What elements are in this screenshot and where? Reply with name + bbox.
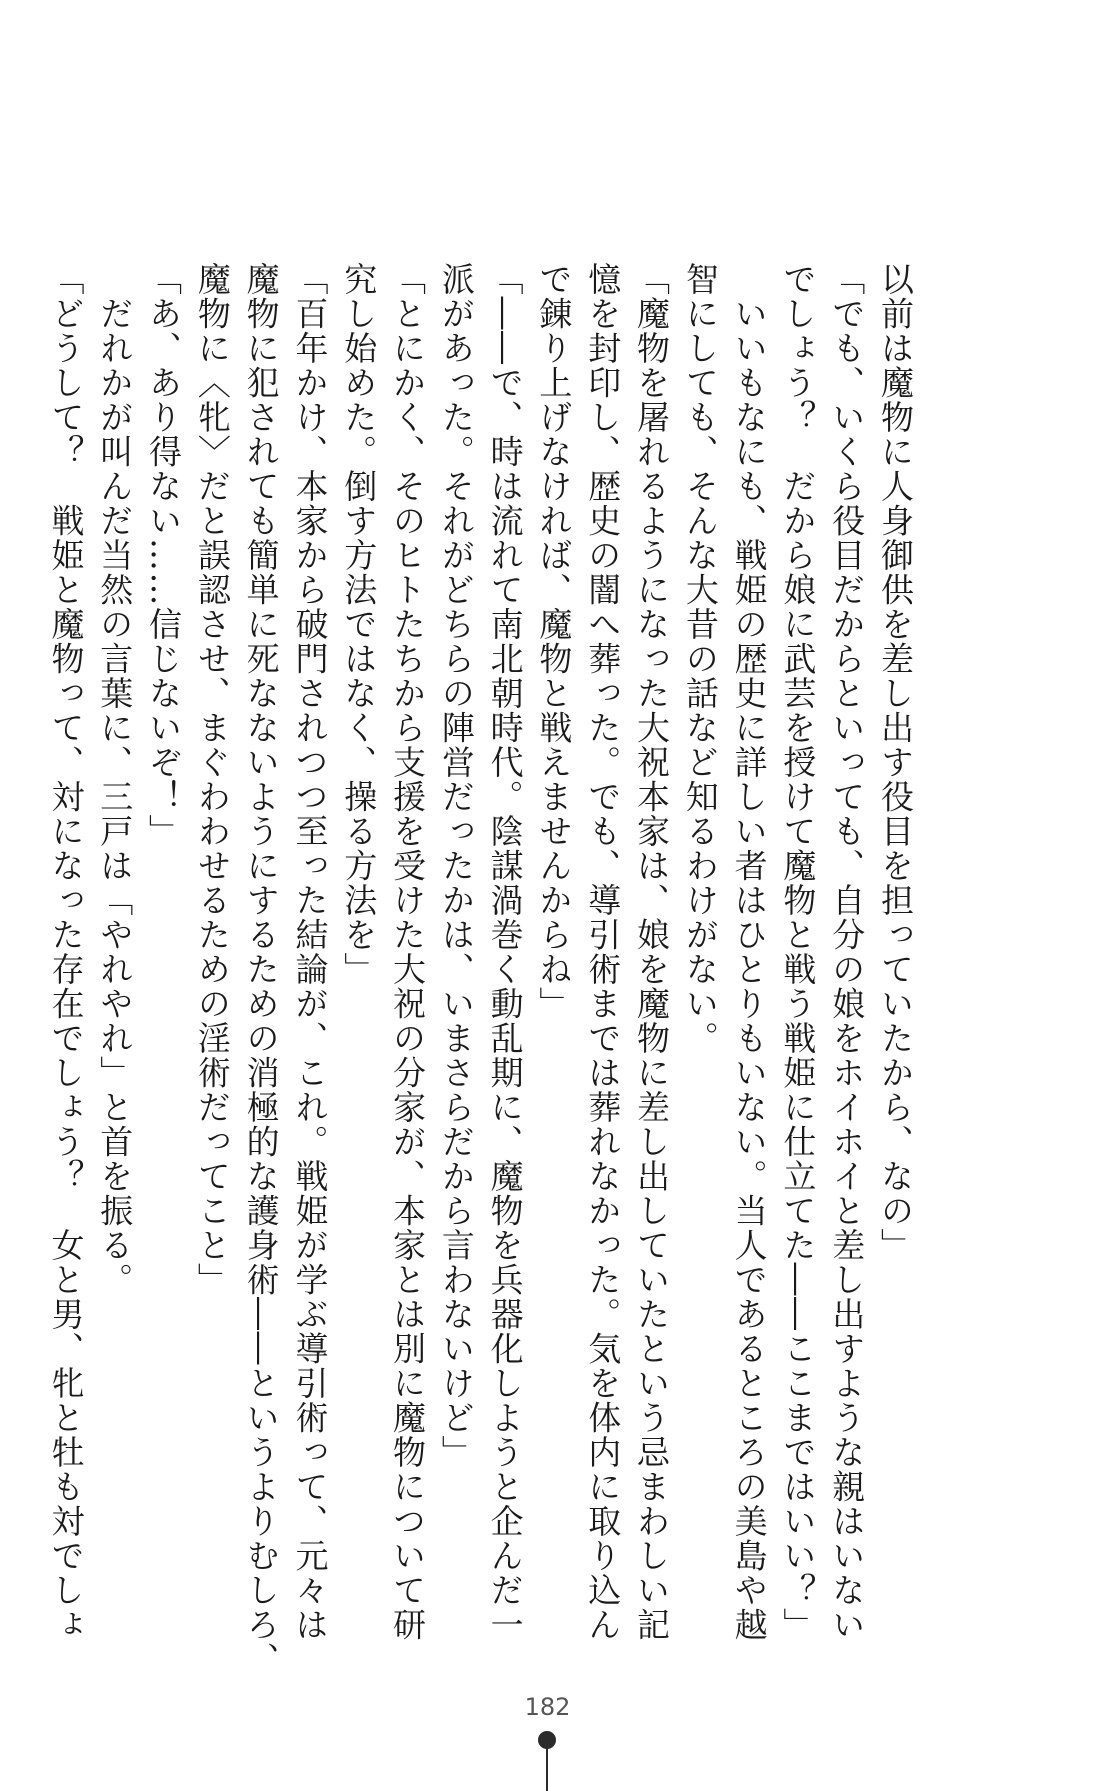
page-marker-line	[546, 1749, 548, 1791]
text-line: 「あ、あり得ない……信じないぞ！」	[144, 262, 184, 849]
text-line: 「でも、いくら役目だからといっても、自分の娘をホイホイと差し出すような親はいない	[827, 262, 867, 1642]
text-line: 智にしても、そんな大昔の話など知るわけがない。	[680, 262, 720, 1056]
text-line: 究し始めた。倒す方法ではなく、操る方法を」	[339, 262, 379, 987]
text-line: いいもなにも、戦姫の歴史に詳しい者はひとりもいない。当人であるところの美島や越	[729, 262, 769, 1642]
body-text	[41, 262, 919, 1677]
text-line: 「魔物を屠れるようになった大祝本家は、娘を魔物に差し出していたという忌まわしい記	[632, 262, 672, 1642]
text-line: 「――で、時は流れて南北朝時代。陰謀渦巻く動乱期に、魔物を兵器化しようと企んだ一	[485, 262, 525, 1642]
text-line: 「どうして？ 戦姫と魔物って、対になった存在でしょう？ 女と男、牝と牡も対でしょ	[46, 262, 86, 1642]
text-line: で錬り上げなければ、魔物と戦えませんからね」	[534, 262, 574, 1021]
text-line: 「百年かけ、本家から破門されつつ至った結論が、これ。戦姫が学ぶ導引術って、元々は	[290, 262, 330, 1642]
text-line: 「とにかく、そのヒトたちから支援を受けた大祝の分家が、本家とは別に魔物について研	[388, 262, 428, 1642]
text-line: 魔物に〈牝〉だと誤認させ、まぐわわせるための淫術だってこと」	[192, 262, 232, 1297]
page-marker-dot-icon	[538, 1731, 556, 1749]
page-number: 182	[524, 1693, 571, 1721]
text-line: 以前は魔物に人身御供を差し出す役目を担っていたから、なの」	[876, 262, 915, 1263]
text-line: 魔物に犯されても簡単に死なないようにするための消極的な護身術――というよりむしろ、	[241, 262, 281, 1677]
text-line: 憶を封印し、歴史の闇へ葬った。でも、導引術までは葬れなかった。気を体内に取り込ん	[583, 262, 623, 1642]
text-line: 派があった。それがどちらの陣営だったかは、いまさらだから言わないけど」	[436, 262, 476, 1470]
text-line: でしょう？ だから娘に武芸を授けて魔物と戦う戦姫に仕立てた――ここまではいい？」	[778, 262, 818, 1642]
text-line: だれかが叫んだ当然の言葉に、三戸は「やれやれ」と首を振る。	[95, 262, 135, 1297]
